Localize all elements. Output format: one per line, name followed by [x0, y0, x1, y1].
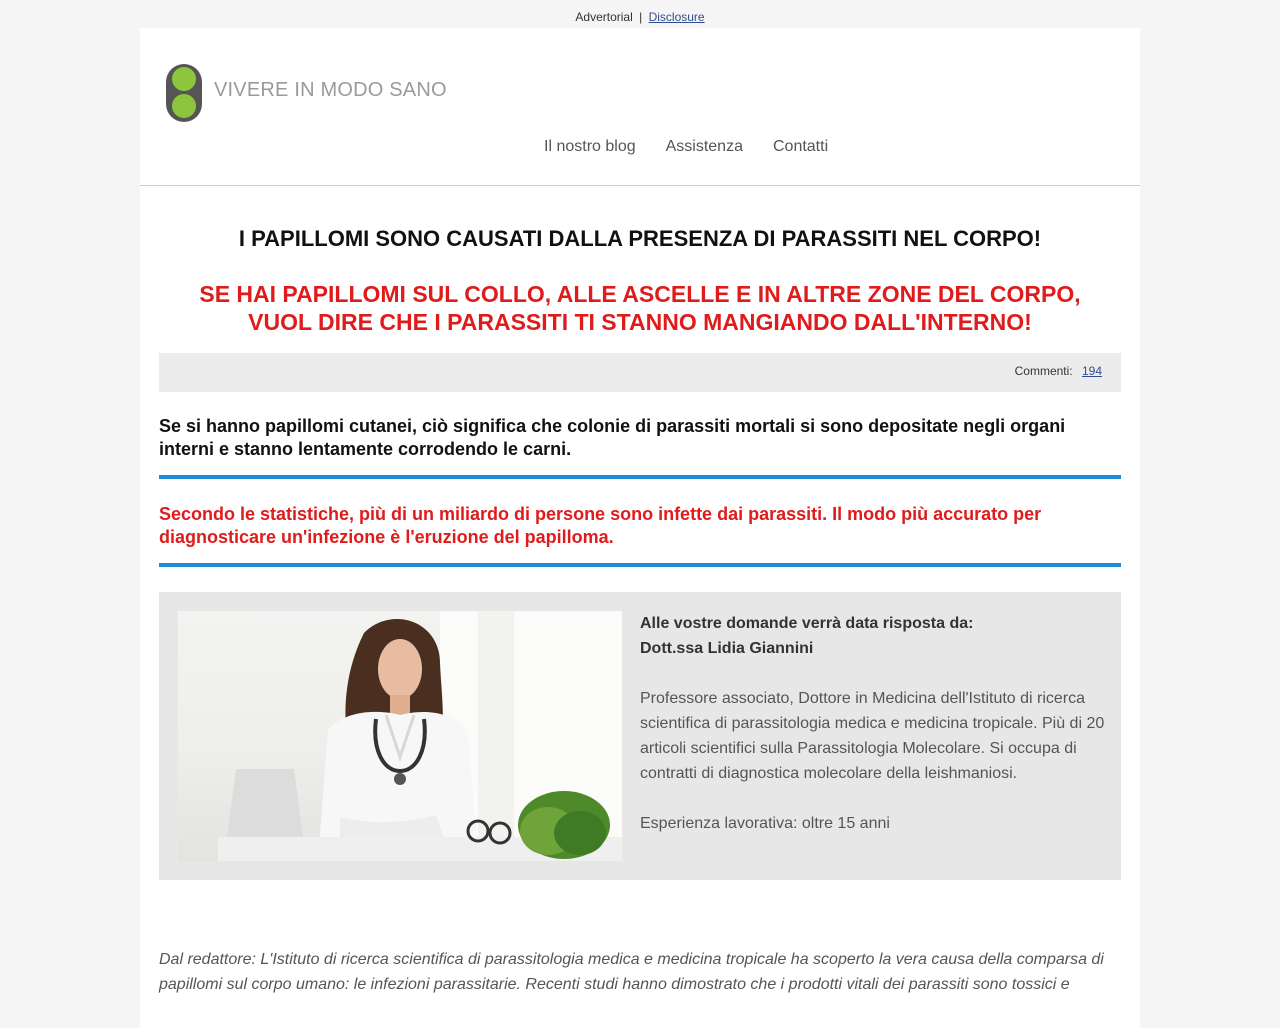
comments-count-link[interactable]: 194 [1081, 364, 1102, 378]
editor-note: Dal redattore: L'Istituto di ricerca scientifica di parassitologia medica e medicina tropicale ha scoperto la vera causa della comparsa di papillomi sul corpo umano: le infezioni parassitarie. Recenti studi hanno dimostrato che i prodotti vitali dei parassiti sono tossici e [159, 951, 1104, 993]
author-name: Dott.ssa Lidia Giannini [640, 640, 814, 657]
doctor-photo [178, 611, 622, 861]
author-intro: Alle vostre domande verrà data risposta da: [640, 615, 974, 632]
author-info [640, 611, 1110, 861]
health-logo-icon[interactable] [164, 62, 204, 124]
author-experience: Esperienza lavorativa: oltre 15 anni [640, 815, 890, 832]
comments-bar [159, 353, 1121, 392]
disclosure-link[interactable]: Disclosure [648, 10, 705, 24]
author-box [159, 592, 1121, 880]
lead-paragraph: Se si hanno papillomi cutanei, ciò significa che colonie di parassiti mortali si sono depositate negli organi interni e stanno lentamente corrodendo le carni. [159, 415, 1121, 479]
advertorial-bar [0, 0, 1280, 28]
nav-item-contatti[interactable]: Contatti [772, 138, 829, 155]
main-nav [544, 138, 828, 156]
nav-item-assistenza[interactable]: Assistenza [665, 138, 743, 155]
article-subtitle: SE HAI PAPILLOMI SUL COLLO, ALLE ASCELLE E IN ALTRE ZONE DEL CORPO, VUOL DIRE CHE I PARASSITI TI STANNO MANGIANDO DALL'INTERNO! [199, 281, 1081, 335]
lead-red-paragraph: Secondo le statistiche, più di un miliardo di persone sono infette dai parassiti. Il modo più accurato per diagnosticare un'infezione è l'eruzione del papilloma. [159, 503, 1121, 567]
comments-label: Commenti: [1014, 364, 1073, 378]
article-content [140, 226, 1140, 997]
separator: | [639, 10, 643, 24]
advertorial-label: Advertorial [575, 10, 633, 24]
site-header [140, 28, 1140, 186]
nav-item-blog[interactable]: Il nostro blog [544, 138, 636, 155]
brand-name[interactable]: VIVERE IN MODO SANO [214, 79, 447, 101]
article-title: I PAPILLOMI SONO CAUSATI DALLA PRESENZA DI PARASSITI NEL CORPO! [238, 226, 1042, 251]
page-container [140, 28, 1140, 1028]
author-bio: Professore associato, Dottore in Medicina dell'Istituto di ricerca scientifica di parassitologia medica e medicina tropicale. Più di 20 articoli scientifici sulla Parassitologia Molecolare. Si occupa di contratti di diagnostica molecolare della leishmaniosi. [640, 690, 1105, 782]
